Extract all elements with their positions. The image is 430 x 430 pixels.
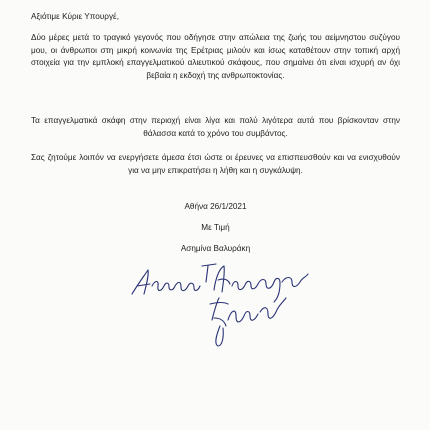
paragraph-3: Σας ζητούμε λοιπόν να ενεργήσετε άμεσα έτσι ώστε οι έρευνες να επισπευσθούν και να ενισχυθούν για να μην επικρατήσει η λήθη και η συγκάλυψη.	[31, 153, 400, 175]
closing: Με Τιμή	[201, 223, 230, 232]
paragraph-1: Δύο μέρες μετά το τραγικό γεγονός που οδήγησε στην απώλεια της ζωής του αείμνηστου συζύγου μου, οι άνθρωποι στη μικρή κοινωνία της Ερέτριας μιλούν και ίσως καταθέτουν στην τοπική αρχή στοιχεία για την εμπλοκή επαγγελματικού αλιευτικού σκάφους, που σημαίνει ότι είναι ισχυρή αν όχι βεβαία η εκδοχή της ανθρωποκτονίας.	[31, 33, 400, 80]
handwritten-signature	[128, 262, 314, 350]
sender-name: Ασημίνα Βαλυράκη	[180, 244, 251, 253]
salutation: Αξιότιμε Κύριε Υπουργέ,	[31, 12, 119, 21]
place-date: Αθήνα 26/1/2021	[184, 202, 247, 211]
paragraph-2: Τα επαγγελματικά σκάφη στην περιοχή είναι λίγα και πολύ λιγότερα αυτά που βρίσκονταν στην θάλασσα κατά το χρόνο του συμβάντος.	[31, 116, 400, 138]
